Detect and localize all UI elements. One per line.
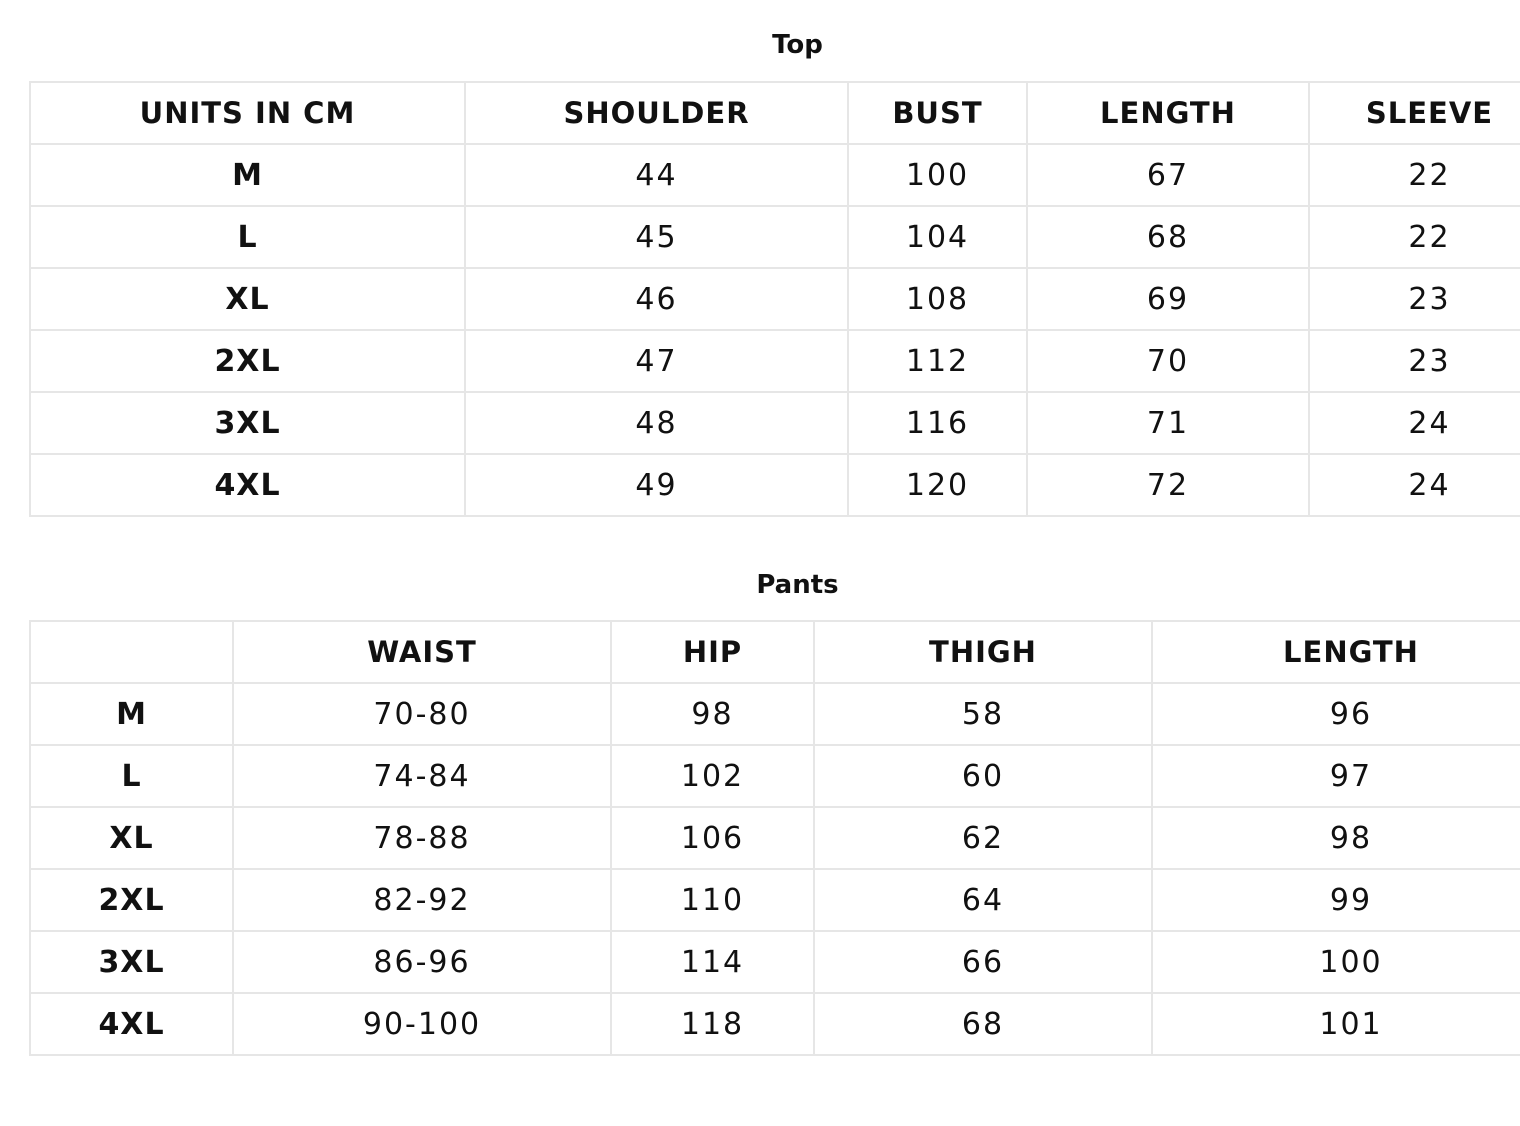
thigh-cell: 62 <box>814 807 1152 869</box>
size-cell: 2XL <box>30 330 465 392</box>
size-cell: XL <box>30 268 465 330</box>
size-cell: 2XL <box>30 869 233 931</box>
shoulder-cell: 48 <box>465 392 848 454</box>
thigh-cell: 66 <box>814 931 1152 993</box>
waist-cell: 78-88 <box>233 807 611 869</box>
bust-cell: 104 <box>848 206 1027 268</box>
header-shoulder: SHOULDER <box>465 82 848 144</box>
table-header-row <box>30 621 1520 683</box>
hip-cell: 118 <box>611 993 814 1055</box>
bust-cell: 120 <box>848 454 1027 516</box>
header-length: LENGTH <box>1027 82 1309 144</box>
table-row <box>30 869 1520 931</box>
sleeve-cell: 23 <box>1309 268 1520 330</box>
thigh-cell: 58 <box>814 683 1152 745</box>
hip-cell: 102 <box>611 745 814 807</box>
length-cell: 71 <box>1027 392 1309 454</box>
table-row <box>30 206 1520 268</box>
length-cell: 72 <box>1027 454 1309 516</box>
hip-cell: 98 <box>611 683 814 745</box>
hip-cell: 114 <box>611 931 814 993</box>
thigh-cell: 68 <box>814 993 1152 1055</box>
length-cell: 99 <box>1152 869 1520 931</box>
thigh-cell: 64 <box>814 869 1152 931</box>
top-table-title: Top <box>772 30 823 60</box>
thigh-cell: 60 <box>814 745 1152 807</box>
header-thigh: THIGH <box>814 621 1152 683</box>
table-header-row <box>30 82 1520 144</box>
waist-cell: 86-96 <box>233 931 611 993</box>
table-row <box>30 745 1520 807</box>
table-row <box>30 807 1520 869</box>
waist-cell: 90-100 <box>233 993 611 1055</box>
length-cell: 67 <box>1027 144 1309 206</box>
header-units: UNITS IN CM <box>30 82 465 144</box>
table-row <box>30 330 1520 392</box>
header-hip: HIP <box>611 621 814 683</box>
shoulder-cell: 44 <box>465 144 848 206</box>
header-length: LENGTH <box>1152 621 1520 683</box>
shoulder-cell: 46 <box>465 268 848 330</box>
length-cell: 96 <box>1152 683 1520 745</box>
length-cell: 69 <box>1027 268 1309 330</box>
waist-cell: 74-84 <box>233 745 611 807</box>
length-cell: 97 <box>1152 745 1520 807</box>
size-cell: M <box>30 683 233 745</box>
hip-cell: 110 <box>611 869 814 931</box>
shoulder-cell: 49 <box>465 454 848 516</box>
bust-cell: 116 <box>848 392 1027 454</box>
size-cell: XL <box>30 807 233 869</box>
length-cell: 70 <box>1027 330 1309 392</box>
header-bust: BUST <box>848 82 1027 144</box>
sleeve-cell: 23 <box>1309 330 1520 392</box>
shoulder-cell: 47 <box>465 330 848 392</box>
header-sleeve: SLEEVE <box>1309 82 1520 144</box>
waist-cell: 82-92 <box>233 869 611 931</box>
size-cell: L <box>30 206 465 268</box>
header-waist: WAIST <box>233 621 611 683</box>
sleeve-cell: 24 <box>1309 392 1520 454</box>
size-cell: M <box>30 144 465 206</box>
table-row <box>30 683 1520 745</box>
hip-cell: 106 <box>611 807 814 869</box>
sleeve-cell: 22 <box>1309 144 1520 206</box>
header-size <box>30 621 233 683</box>
sleeve-cell: 22 <box>1309 206 1520 268</box>
shoulder-cell: 45 <box>465 206 848 268</box>
pants-size-table <box>29 620 1520 1056</box>
size-cell: 4XL <box>30 993 233 1055</box>
pants-table-title: Pants <box>756 570 839 600</box>
waist-cell: 70-80 <box>233 683 611 745</box>
length-cell: 101 <box>1152 993 1520 1055</box>
size-cell: 4XL <box>30 454 465 516</box>
bust-cell: 100 <box>848 144 1027 206</box>
top-size-table <box>29 81 1520 517</box>
sleeve-cell: 24 <box>1309 454 1520 516</box>
table-row <box>30 144 1520 206</box>
size-cell: 3XL <box>30 392 465 454</box>
bust-cell: 108 <box>848 268 1027 330</box>
bust-cell: 112 <box>848 330 1027 392</box>
table-row <box>30 931 1520 993</box>
length-cell: 98 <box>1152 807 1520 869</box>
table-row <box>30 392 1520 454</box>
table-row <box>30 268 1520 330</box>
length-cell: 68 <box>1027 206 1309 268</box>
length-cell: 100 <box>1152 931 1520 993</box>
size-cell: L <box>30 745 233 807</box>
size-cell: 3XL <box>30 931 233 993</box>
table-row <box>30 993 1520 1055</box>
table-row <box>30 454 1520 516</box>
